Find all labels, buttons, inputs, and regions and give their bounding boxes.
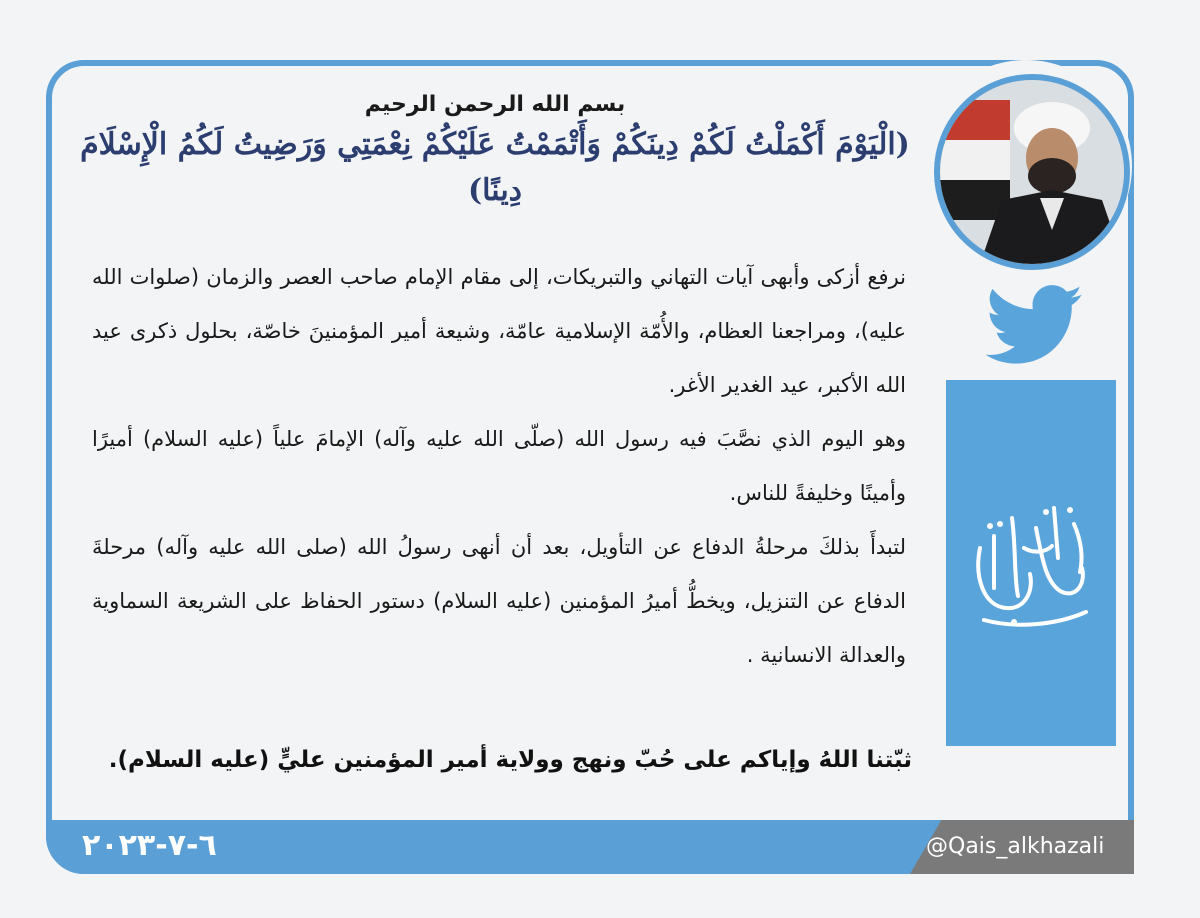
twitter-handle[interactable]: @Qais_alkhazali [926, 834, 1105, 859]
post-header [80, 88, 910, 214]
avatar [934, 74, 1130, 270]
paragraph-1: نرفع أزكى وأبهى آيات التهاني والتبريكات، إلى مقام الإمام صاحب العصر والزمان (صلوات الله عليه)، ومراجعنا العظام، والأُمّة الإسلامية عامّة، وشيعة أمير المؤمنينَ خاصّة، بحلول ذكرى عيد الله الأكبر، عيد الغدير الأغر. [92, 265, 906, 397]
closing-line: ثبّتنا اللهُ وإياكم على حُبّ ونهج وولاية أمير المؤمنين عليٍّ (عليه السلام). [108, 747, 912, 773]
calligraphy-signature [954, 488, 1108, 638]
quranic-verse: (الْيَوْمَ أَكْمَلْتُ لَكُمْ دِينَكُمْ وَأَتْمَمْتُ عَلَيْكُمْ نِعْمَتِي وَرَضِيتُ لَكُمُ الْإِسْلَامَ دِينًا) [80, 127, 910, 208]
post-body [92, 250, 906, 682]
twitter-bird-icon [986, 284, 1084, 368]
avatar-portrait [940, 80, 1124, 264]
paragraph-3: لتبدأَ بذلكَ مرحلةُ الدفاع عن التأويل، بعد أن أنهى رسولُ الله (صلى الله عليه وآله) مرحلةَ الدفاع عن التنزيل، ويخطُّ أميرُ المؤمنين (عليه السلام) دستور الحفاظ على الشريعة السماوية والعدالة الانسانية . [92, 535, 906, 667]
paragraph-2: وهو اليوم الذي نصَّبَ فيه رسول الله (صلّى الله عليه وآله) الإمامَ علياً (عليه السلام) أميرًا وأمينًا وخليفةً للناس. [92, 427, 906, 505]
post-date: ٦-٧-٢٠٢٣ [82, 828, 217, 863]
basmala: بسم الله الرحمن الرحيم [364, 92, 626, 117]
